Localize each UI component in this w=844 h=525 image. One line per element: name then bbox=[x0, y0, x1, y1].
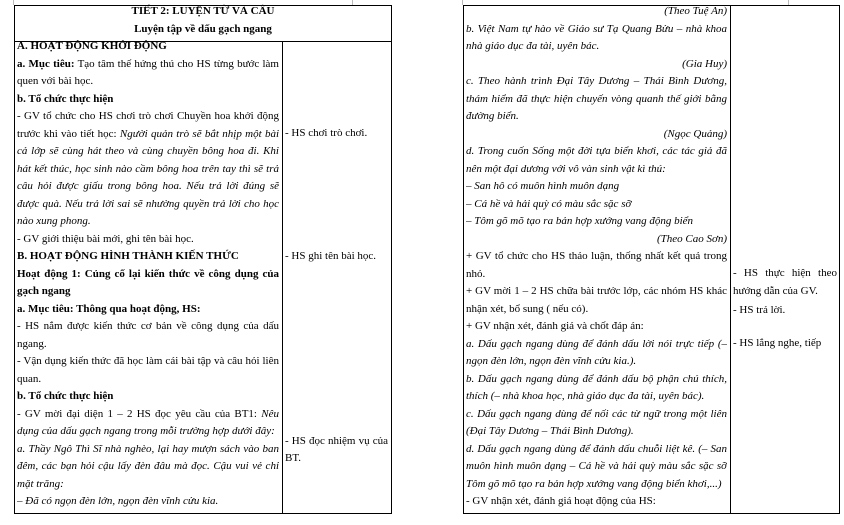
bold-text: A. HOẠT ĐỘNG KHỞI ĐỘNG bbox=[17, 40, 167, 52]
italic-text: – Cá hề và hải quỳ có màu sắc sặc sỡ bbox=[466, 197, 632, 210]
teacher-activities-column bbox=[17, 38, 279, 511]
bold-text: a. Mục tiêu: Thông qua hoạt động, HS: bbox=[17, 302, 201, 315]
italic-text: b. Việt Nam tự hào về Giáo sư Tạ Quang Bửu – nhà khoa bbox=[466, 22, 727, 35]
italic-text: a. Thầy Ngô Thì Sĩ nhà nghèo, lại hay mượn sách vào ban bbox=[17, 442, 279, 455]
bold-text: b. Tổ chức thực hiện bbox=[17, 390, 114, 402]
text-line bbox=[17, 126, 279, 144]
column-divider bbox=[730, 6, 731, 513]
italic-text: – Đã có ngọn đèn lớn, ngọn đèn vĩnh cửu kia. bbox=[17, 495, 219, 507]
italic-text: (Theo Cao Sơn) bbox=[656, 232, 727, 245]
text-line bbox=[466, 56, 727, 74]
italic-text: – San hô có muôn hình muôn dạng bbox=[466, 180, 620, 192]
text-line bbox=[466, 21, 727, 39]
text-line bbox=[466, 38, 727, 56]
text-line bbox=[17, 458, 279, 476]
text-segment: nhận xét, bổ sung ( nếu có). bbox=[466, 302, 589, 315]
student-activity-text: - HS thực hiện theo bbox=[733, 267, 837, 280]
text-line bbox=[17, 371, 279, 389]
italic-text: d. Dấu gạch ngang dùng để đánh dấu chuỗi liệt kê. (– San bbox=[466, 442, 727, 455]
text-segment: quan. bbox=[17, 372, 42, 385]
lesson-title: TIẾT 2: LUYỆN TỪ VÀ CÂU bbox=[131, 5, 275, 17]
text-line bbox=[466, 266, 727, 284]
text-segment: - Vận dụng kiến thức đã học làm cái bài tập và câu hỏi liên bbox=[17, 355, 279, 367]
text-line bbox=[17, 73, 279, 91]
text-line bbox=[466, 248, 727, 266]
text-line bbox=[466, 178, 727, 196]
text-line bbox=[466, 423, 727, 441]
text-line bbox=[466, 353, 727, 371]
student-activity-text: - HS ghi tên bài học. bbox=[285, 250, 377, 263]
text-line bbox=[17, 91, 279, 109]
italic-text: đường biển. bbox=[466, 110, 519, 122]
text-line bbox=[466, 441, 727, 459]
text-line bbox=[17, 143, 279, 161]
text-segment: quen với bài học. bbox=[17, 75, 94, 87]
text-line bbox=[466, 388, 727, 406]
italic-text: (Đại Tây Dương – Thái Bình Dương). bbox=[466, 425, 634, 437]
bold-text: Hoạt động 1: Củng cố lại kiến thức về công dụng của bbox=[17, 267, 279, 280]
text-segment: - GV tổ chức cho HS chơi trò chơi Chuyền hoa khởi động bbox=[17, 110, 279, 122]
bold-text: b. Tổ chức thực hiện bbox=[17, 92, 114, 105]
italic-text: thích (– nhà khoa học, nhà giáo dục đa tài, uyên bác). bbox=[466, 390, 705, 402]
bold-text: gạch ngang bbox=[17, 285, 71, 297]
text-line bbox=[466, 231, 727, 249]
italic-text: nào xung phong. bbox=[17, 215, 91, 227]
text-line bbox=[466, 161, 727, 179]
text-line bbox=[466, 318, 727, 336]
text-line bbox=[17, 56, 279, 74]
italic-text: Người quản trò sẽ bắt nhịp một bài bbox=[119, 127, 279, 140]
italic-text: – Tôm gõ mõ tạo ra bản hợp xướng vang động biển bbox=[466, 215, 694, 227]
student-activity-text: - HS chơi trò chơi. bbox=[285, 127, 368, 140]
text-line bbox=[17, 493, 279, 511]
text-line bbox=[466, 108, 727, 126]
italic-text: muôn hình muôn dạng – Cá hề và hải quỳ màu sắc sặc sỡ bbox=[466, 460, 727, 472]
italic-text: hát kết thúc, học sinh nào cầm bông hoa trên tay thì sẽ trả bbox=[17, 162, 279, 175]
text-line bbox=[17, 161, 279, 179]
text-line bbox=[466, 301, 727, 319]
text-line bbox=[17, 231, 279, 249]
column-divider bbox=[282, 41, 283, 513]
text-line bbox=[466, 371, 727, 389]
italic-text: thám hiểm đã thực hiện chuyến vòng quanh thế giới bằng bbox=[466, 92, 727, 105]
text-segment: - GV nhận xét, đánh giá hoạt động của HS: bbox=[466, 495, 656, 507]
italic-text: d. Trong cuốn Sống một đời tựa biển khơi, các tác giả đã bbox=[466, 145, 727, 157]
text-segment: ngang. bbox=[17, 337, 47, 350]
italic-text: (Gia Huy) bbox=[682, 57, 727, 70]
lesson-subtitle: Luyện tập về dấu gạch ngang bbox=[134, 23, 272, 35]
text-segment: - HS nắm được kiến thức cơ bản về công dụng của dấu bbox=[17, 320, 279, 332]
italic-text: ngọn đèn lớn, ngọn đèn vĩnh cửu kia.). bbox=[466, 355, 637, 367]
text-line bbox=[466, 3, 727, 21]
teacher-activities-column bbox=[466, 3, 727, 511]
italic-text: nên một đại dương với vô vàn sinh vật kì thú: bbox=[466, 162, 666, 175]
text-line bbox=[17, 476, 279, 494]
text-line bbox=[17, 423, 279, 441]
italic-text: dụng của dấu gạch ngang trong mỗi trường hợp dưới đây: bbox=[17, 425, 275, 437]
text-line bbox=[466, 476, 727, 494]
text-line bbox=[466, 91, 727, 109]
text-segment: - GV giới thiệu bài mới, ghi tên bài học. bbox=[17, 232, 194, 245]
text-segment: + GV tổ chức cho HS thảo luận, thống nhất kết quả trong bbox=[466, 250, 727, 262]
text-line bbox=[17, 441, 279, 459]
text-line bbox=[17, 318, 279, 336]
italic-text: được quà. Nếu trả lời sai sẽ nhường quyền trả lời cho học bbox=[17, 197, 279, 210]
text-segment: trước khi vào tiết học: bbox=[17, 127, 120, 140]
text-line bbox=[17, 283, 279, 301]
italic-text: c. Theo hành trình Đại Tây Dương – Thái Bình Dương, bbox=[466, 75, 727, 87]
text-line bbox=[466, 196, 727, 214]
italic-text: (Ngọc Quảng) bbox=[663, 127, 727, 140]
italic-text: nhà giáo dục đa tài, uyên bác. bbox=[466, 40, 600, 52]
text-line bbox=[17, 38, 279, 56]
italic-text: cả lớp sẽ cùng hát theo và cùng chuyền bông hoa đi. Khi bbox=[17, 145, 279, 157]
text-line bbox=[466, 73, 727, 91]
text-line bbox=[466, 213, 727, 231]
student-activity-text: - HS lắng nghe, tiếp bbox=[733, 337, 822, 350]
italic-text: (Theo Tuệ An) bbox=[664, 5, 727, 17]
text-segment: - GV mời đại diện 1 – 2 HS đọc yêu cầu của BT1: bbox=[17, 407, 262, 420]
italic-text: mặt trăng: bbox=[17, 477, 64, 490]
bold-text: B. HOẠT ĐỘNG HÌNH THÀNH KIẾN THỨC bbox=[17, 250, 239, 262]
text-line bbox=[17, 213, 279, 231]
student-activity-text: hướng dẫn của GV. bbox=[733, 285, 818, 298]
text-line bbox=[466, 143, 727, 161]
text-line bbox=[466, 336, 727, 354]
text-segment: + GV mời 1 – 2 HS chữa bài trước lớp, các nhóm HS khác bbox=[466, 285, 727, 297]
text-line bbox=[17, 353, 279, 371]
student-activity-text: - HS đọc nhiệm vụ của bbox=[285, 435, 388, 448]
text-line bbox=[17, 196, 279, 214]
text-line bbox=[17, 301, 279, 319]
italic-text: Nêu bbox=[261, 407, 279, 420]
bold-text: a. Mục tiêu: bbox=[17, 57, 75, 70]
text-line bbox=[17, 266, 279, 284]
text-line bbox=[17, 108, 279, 126]
text-line bbox=[17, 248, 279, 266]
text-line bbox=[466, 283, 727, 301]
italic-text: câu hỏi được giấu trong bông hoa. Nếu trả lời đúng sẽ bbox=[17, 180, 279, 192]
italic-text: đêm, các bạn hỏi cậu lấy đèn đâu mà đọc. Cậu vui vẻ chỉ bbox=[17, 460, 279, 472]
student-activity-text: BT. bbox=[285, 452, 301, 465]
text-line bbox=[17, 336, 279, 354]
text-line bbox=[17, 178, 279, 196]
text-line bbox=[466, 493, 727, 511]
italic-text: a. Dấu gạch ngang dùng để đánh dấu lời nói trực tiếp (– bbox=[466, 337, 727, 350]
italic-text: b. Dấu gạch ngang dùng để đánh dấu bộ phận chú thích, bbox=[466, 372, 727, 385]
text-line bbox=[17, 406, 279, 424]
text-segment: Tạo tâm thế hứng thú cho HS từng bước làm bbox=[74, 57, 279, 70]
text-line bbox=[17, 388, 279, 406]
italic-text: c. Dấu gạch ngang dùng để nối các từ ngữ trong một liên bbox=[466, 407, 727, 420]
text-segment: nhỏ. bbox=[466, 267, 486, 280]
italic-text: Tôm gõ mõ tạo ra bản hợp xướng vang động biển khơi,...) bbox=[466, 477, 722, 490]
student-activity-text: - HS trả lời. bbox=[733, 304, 786, 317]
text-line bbox=[466, 458, 727, 476]
text-line bbox=[466, 406, 727, 424]
text-segment: + GV nhận xét, đánh giá và chốt đáp án: bbox=[466, 320, 644, 332]
text-line bbox=[466, 126, 727, 144]
